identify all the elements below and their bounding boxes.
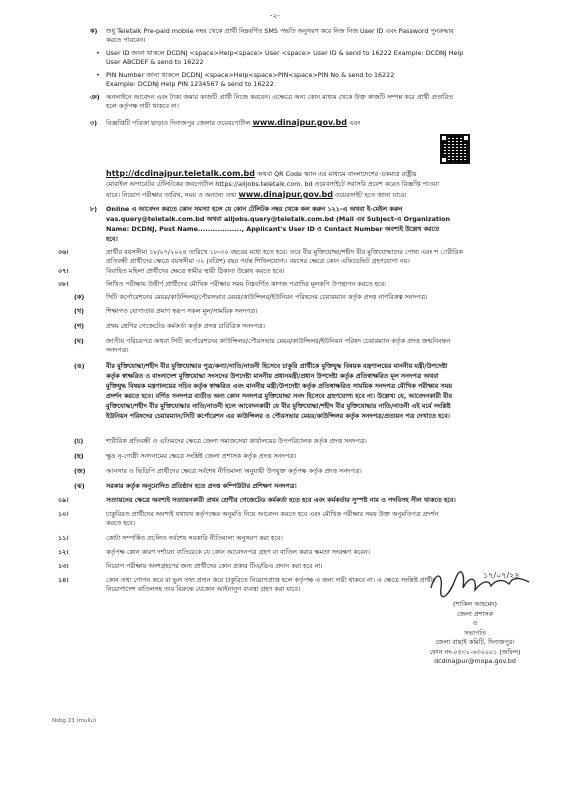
- doc-item-cont: প্রদর্শন করতে হবে। বর্ণিত সনদপত্র ব্যতীত অন্য কোন সনদপত্র মুক্তিযোদ্ধা সনদ হিসেবে গ্রহণযোগ্য হবে না। উল্লেখ্য যে, আবেদনকারী বীর: [106, 392, 453, 400]
- teletalk-link[interactable]: http://dcdinajpur.teletalk.com.bd: [106, 169, 255, 178]
- online-email-line: vas.query@teletalk.com.bd অথবা alljobs.query@teletalk.com.bd (Mail এর Subject-এ Organization: [106, 215, 451, 223]
- doc-item-cont: সনদপত্র।: [106, 346, 129, 354]
- doc-item: (ঙ) বীর মুক্তিযোদ্ধা/শহীদ বীর মুক্তিযোদ্ধার পুত্র/কন্যা/নাতি/নাতনী হিসেবে চাকুরি প্রার্থীকে মুক্তিযুদ্ধ বিষয়ক মন্ত্রণালয়ের মাননীয় মন্ত্রী/উপদেষ্টা: [74, 362, 448, 370]
- online-line: হবে।: [106, 235, 118, 243]
- page-number: -২-: [270, 12, 280, 20]
- footer-note: Nsbg 23 (mullu): [52, 718, 97, 724]
- list-item: ক) শুধু Teletalk Pre-paid mobile নম্বর থেকে প্রার্থী নিম্নবর্ণিত SMS পদ্ধতি অনুসরণ করে নিজ নিজ User ID এবং Password পুনরুদ্ধার: [90, 27, 454, 35]
- doc-item-cont: মুক্তিযোদ্ধা/শহীদ বীর মুক্তিযোদ্ধার নাতি/নাতনী হলে আবেদনকারী যে বীর মুক্তিযোদ্ধা/শহীদ বীর মুক্তিযোদ্ধার নাতি/নাতনী এই মর্মে সংশ্লিষ্ট: [106, 402, 451, 410]
- list-item: ০৬। প্রার্থীর বয়সসীমা ১৮/০৭/২০২৪ তারিখে ১৮-৩০ বছরের মধ্যে হতে হবে। তবে বীর মুক্তিযোদ্ধা/শহীদ বীর মুক্তিযোদ্ধাদের পোষ্য এবং শ ারীরিক: [58, 248, 463, 256]
- signatory-name: (শাকিল আহমেদ): [453, 600, 497, 608]
- dinajpur-link[interactable]: www.dinajpur.gov.bd: [252, 118, 347, 127]
- signatory-role: সভাপতি: [464, 628, 486, 637]
- doc-item-cont: কর্তৃক স্বাক্ষরিত ও বাংলাদেশ মুক্তিযোদ্ধা সংসদের উপদেষ্টা মাননীয় প্রধানমন্ত্রী/প্রধান উপদেষ্টা কর্তৃক প্রতিস্বাক্ষরিত মূল সনদপত্র অথবা: [106, 372, 439, 380]
- teletalk-line: যাবে। নিয়োগ পরীক্ষার তারিখ, সময় ও অন্যান্য তথ্য www.dinajpur.gov.bd ওয়েবসাইট হতে জানা যাবে।: [106, 190, 407, 199]
- list-item: ১৪। কোন তথ্য গোপন করে বা ভুল তথ্য প্রদান করে চাকুরিতে নিয়োগপ্রাপ্ত হলে কর্তৃপক্ষ এ জন্য দায়ী থাকবে না। এ ক্ষেত্রে সংশ্লিষ্ট প্রার্থীর: [58, 576, 436, 584]
- list-item-cont: করতে হবে।: [106, 519, 136, 527]
- teletalk-line: মোবাইল অপারেটর টেলিটকের জবপোর্টাল https://alljobs.teletalk.com. bd ওয়েবসাইটে সরাসরি প্রবেশ করেও বিজ্ঞপ্তি পাওয়া: [106, 180, 440, 188]
- committee-name: জেলা বাছাই কমিটি, দিনাজপুর।: [435, 638, 515, 646]
- list-item: ১১। কোটা সম্পর্কিত প্রচলিত সর্বশেষ সরকারি নীতিমালা অনুসরণ করা হবে।: [58, 534, 283, 542]
- list-item: ১৩। নিয়োগ পরীক্ষায় অংশগ্রহণের জন্য প্রার্থীদের কোন প্রকার টিএ/ডিএ প্রদান করা হবে না।: [58, 562, 323, 570]
- online-item: ৮) Online এ আবেদন করতে কোন সমস্যা হলে যে কোন টেলিটক নম্বর থেকে কল করুন ১২১-এ অথবা ই-মেইল করুন: [90, 205, 403, 213]
- list-item: ০৭। বিবাহিত মহিলা প্রার্থীদের ক্ষেত্রে স্বামীর স্থায়ী ঠিকানা উল্লেখ করতে হবে।: [58, 267, 285, 275]
- teletalk-line: http://dcdinajpur.teletalk.com.bd অথবা QR Code স্ক্যান এর মাধ্যমে বাংলাদেশের একমাত্র রাষ্ট্রীয়: [106, 169, 417, 178]
- bullet-item: • User ID জানা থাকলে DCDNJ <space>Help<space> User <space> User ID & send to 16222 Example: DCDNJ Help: [96, 49, 464, 57]
- doc-item: (খ) শিক্ষাগত যোগ্যতার প্রমাণ স্বরূপ সকল মূল/সাময়িক সনদপত্র।: [74, 307, 258, 315]
- list-item: ০৮। লিখিত পরীক্ষায় উত্তীর্ণ প্রার্থীদের মৌখিক পরীক্ষার সময় নিম্নবর্ণিত কাগজ পত্রাদির মূলকপি উপস্থাপন করতে হবে:: [58, 280, 387, 288]
- list-item: ১০। চাকুরিরত প্রার্থীদের অবশ্যই যথাযথ কর্তৃপক্ষের অনুমতি নিয়ে আবেদন করতে হবে এবং মৌখিক পরীক্ষার সময় উক্ত অনুমতিপত্র প্রদর্শন: [58, 510, 439, 518]
- signatory-conj: ও: [472, 619, 478, 627]
- publish-line: ৩) বিজ্ঞপ্তিটি পত্রিকা ছাড়াও দিনাজপুর জেলার ওয়েবপোর্টাল www.dinajpur.gov.bd এবং: [90, 118, 361, 127]
- list-item: ০৯। সত্যায়নের ক্ষেত্রে অবশ্যই সত্যায়নকারী প্রথম শ্রেণীর গেজেটেড কর্মকর্তা হতে হবে এবং কর্মকর্তার সুস্পষ্ট নাম ও পদবিসহ সীল থাকতে হবে।: [58, 496, 456, 504]
- online-line: Name: DCDNJ, Post Name.................., Applicant's User ID ও Contact Number অবশ্যই উল্লেখ করতে: [106, 225, 440, 233]
- doc-item: (জ) আনসার ও ভিডিপি প্রার্থীদের ক্ষেত্রে সর্বশেষ নীতিমালা অনুযায়ী উপযুক্ত কর্তৃপক্ষ কর্তৃক প্রদত্ত সনদপত্র।: [74, 467, 362, 475]
- doc-item: (ক) সিটি কর্পোরেশনের মেয়র/কাউন্সিলর/পৌরসভার মেয়র/কাউন্সিলর/ইউনিয়ন পরিষদের চেয়ারম্যান কর্তৃক প্রদত্ত নাগরিকত্ব সনদপত্র।: [74, 293, 428, 301]
- bullet-item-cont: Example: DCDNJ Help PIN 1234567 & send to 16222: [106, 80, 274, 88]
- office-phone: ফোন নং-০৫৩১-৬৩২০০১ (অফিস): [429, 647, 521, 656]
- doc-item-cont: মুক্তিযুদ্ধ বিষয়ক মন্ত্রণালয়ের সচিব কর্তৃক স্বাক্ষরিত এবং মাননীয় মন্ত্রী/উপদেষ্টা কর্তৃক প্রতিস্বাক্ষরিত সাময়িক সনদপত্র মৌখিক পরীক্ষার সময়: [106, 382, 453, 390]
- office-email[interactable]: dcdinajpur@mopa.gov.bd: [434, 657, 516, 665]
- list-item-cont: প্রতিবন্ধী প্রার্থীদের ক্ষেত্রে বয়সসীমা ৩২ (বত্রিশ) বছর পর্যন্ত শিথিলযোগ্য। বয়সের ক্ষেত্রে কোন এফিডেভিট গ্রহণযোগ্য নয়।: [106, 257, 410, 265]
- doc-item-cont: ইউনিয়ন পরিষদের চেয়ারম্যান/সিটি কর্পোরেশন এর কাউন্সিলর ও পৌরসভার মেয়র/কাউন্সিলর কর্তৃক সনদপত্র/প্রত্যয়ন পত্র দেখাতে হবে।: [106, 412, 450, 420]
- doc-item: (চ) শারীরিক প্রতিবন্ধী ও এতিমদের ক্ষেত্রে জেলা সমাজসেবা কার্যালয়ের উপপরিচালক কর্তৃক প্রদত্ত সনদপত্র।: [74, 437, 367, 445]
- list-item-cont: হলে কর্তৃপক্ষ দায়ী থাকবে না।: [106, 102, 179, 110]
- bullet-item: • PIN Number জানা থাকলে DCDNJ <space>Help<space>PIN<space>PIN No & send to 16222: [96, 71, 395, 79]
- list-item: ১২। কর্তৃপক্ষ কোন কারণ দর্শানো ব্যতিরেকে যে কোন আবেদনপত্র গ্রহণ বা বাতিল করার ক্ষমতা সংরক্ষণ করেন।: [58, 548, 370, 556]
- dinajpur-link[interactable]: www.dinajpur.gov.bd: [238, 190, 333, 199]
- signatory-title: জেলা প্রশাসক: [456, 609, 494, 618]
- doc-item: (ছ) ক্ষুদ্র নৃ-গোষ্ঠী সনদনামের ক্ষেত্রে সংশ্লিষ্ট জেলা প্রশাসক কর্তৃক প্রদত্ত সনদপত্র।: [74, 452, 297, 460]
- doc-item: (গ) প্রথম শ্রেণির গেজেটেড কর্মকর্তা কর্তৃক প্রদত্ত চারিত্রিক সনদপত্র।: [74, 322, 265, 330]
- list-item-cont: নিয়োগাদেশ বাতিলসহ তার বিরুদ্ধে যেকোন আইনানুগ ব্যবস্থা গ্রহণ করা যাবে।: [106, 585, 301, 593]
- signature-date: ১৭/০৭/২৪: [483, 571, 520, 580]
- list-item-cont: করতে পারবেন।: [106, 36, 146, 44]
- bullet-item-cont: User ABCDEF & send to 16222: [106, 58, 204, 66]
- list-item: ঞ) অনলাইনে আবেদন এবং টাকা জমার কাজটি প্রার্থী নিজে করবেন। এক্ষেত্রে অন্য কোন মাধ্যম থেকে উক্ত কাজটি সম্পন্ন করে প্রার্থী প্রতারিত: [90, 93, 454, 101]
- doc-item: (ঝ) সরকার কর্তৃক অনুমোদিত প্রতিষ্ঠান হতে প্রদত্ত কম্পিউটার প্রশিক্ষণ সনদপত্র।: [74, 482, 297, 490]
- qr-code-icon: [440, 134, 470, 164]
- signature-block: [405, 584, 545, 667]
- doc-item: (ঘ) জাতীয় পরিচয়পত্র অথবা সিটি কর্পোরেশনের কাউন্সিলর/পৌরসভার মেয়র/কাউন্সিলর/ইউনিয়ন পরিষদ চেয়ারম্যান কর্তৃক প্রদত্ত জন্মনিবন্ধন: [74, 337, 451, 345]
